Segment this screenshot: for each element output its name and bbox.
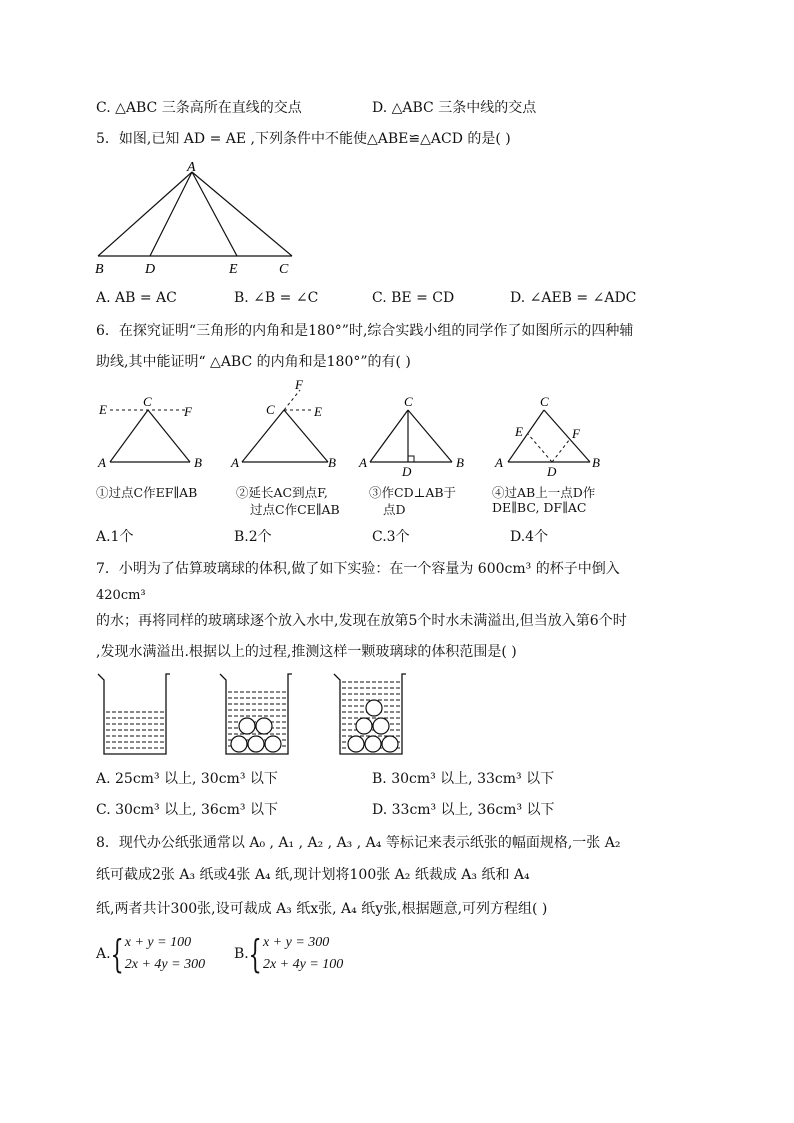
q5-triangle-figure (92, 160, 302, 278)
q8-stem-line1: 8．现代办公纸张通常以 A₀ , A₁ , A₂ , A₃ , A₄ 等标记来表示纸张的幅面规格,一张 A₂ (96, 835, 621, 851)
q6-option-d: D.4个 (510, 529, 549, 545)
q8-stem-line3: 纸,两者共计300张,设可裁成 A₃ 纸x张, A₄ 纸y张,根据题意,可列方程组( ) (96, 901, 548, 917)
q4-option-d: D. △ABC 三条中线的交点 (372, 100, 537, 116)
svg-text:E: E (314, 404, 322, 419)
q6-caption-4a: ④过AB上一点D作 (492, 485, 596, 500)
q6-figure-1 (92, 390, 212, 472)
q8-option-a-label: A. (96, 946, 111, 962)
svg-text:E: E (99, 402, 107, 417)
q6-caption-2b: 过点C作CE∥AB (250, 502, 340, 517)
svg-text:C: C (540, 394, 549, 409)
q8-option-a-eq1: x + y = 100 (124, 935, 192, 950)
q6-caption-3a: ③作CD⊥AB于 (369, 485, 457, 500)
q6-option-c: C.3个 (372, 529, 410, 545)
q5-label-b: B (95, 262, 104, 277)
q4-option-c: C. △ABC 三条高所在直线的交点 (96, 100, 302, 116)
svg-text:F: F (572, 426, 580, 441)
svg-text:C: C (404, 394, 413, 409)
q6-caption-4b: DE∥BC, DF∥AC (492, 500, 587, 515)
q6-option-b: B.2个 (234, 529, 272, 545)
q6-caption-2a: ②延长AC到点F, (236, 485, 328, 500)
q8-option-b-label: B. (234, 946, 249, 962)
q5-label-e: E (229, 262, 238, 277)
q6-figure-3 (356, 390, 476, 478)
q7-option-d: D. 33cm³ 以上, 36cm³ 以下 (372, 802, 555, 818)
q6-caption-3b: 点D (383, 502, 406, 517)
q5-label-c: C (279, 262, 289, 277)
q8-option-b (234, 932, 343, 976)
svg-text:A: A (98, 455, 106, 470)
q8-stem-line2: 纸可截成2张 A₃ 纸或4张 A₄ 纸,现计划将100张 A₂ 纸裁成 A₃ 纸和 A₄ (96, 867, 530, 883)
q8-option-a (96, 932, 205, 976)
svg-text:C: C (266, 402, 275, 417)
q7-stem-line4: ,发现水满溢出.根据以上的过程,推测这样一颗玻璃球的体积范围是( ) (96, 644, 517, 660)
svg-text:A: A (359, 455, 367, 470)
q5-option-c: C. BE = CD (372, 290, 455, 306)
q6-stem-line1: 6．在探究证明“三角形的内角和是180°”时,综合实践小组的同学作了如图所示的四种辅 (96, 323, 634, 339)
q8-option-b-eq2: 2x + 4y = 100 (262, 957, 344, 972)
svg-text:F: F (184, 404, 192, 419)
q5-option-b: B. ∠B = ∠C (234, 290, 319, 306)
beaker-3 (330, 670, 410, 758)
q6-option-a: A.1个 (96, 529, 134, 545)
beaker-2 (216, 670, 296, 758)
svg-text:E: E (515, 424, 523, 439)
q7-stem-line3: 的水；再将同样的玻璃球逐个放入水中,发现在放第5个时水未满溢出,但当放入第6个时 (96, 613, 627, 629)
q7-option-a: A. 25cm³ 以上, 30cm³ 以下 (96, 771, 278, 787)
q6-caption-1: ①过点C作EF∥AB (96, 485, 198, 500)
q7-stem-line2: 420cm³ (96, 588, 146, 603)
q6-figure-2 (228, 378, 348, 472)
svg-text:F: F (295, 378, 303, 392)
left-brace-icon: { (110, 932, 124, 976)
q6-stem-line2: 助线,其中能证明“ △ABC 的内角和是180°”的有( ) (96, 354, 411, 370)
svg-text:B: B (328, 455, 336, 470)
q7-stem-line1: 7．小明为了估算玻璃球的体积,做了如下实验：在一个容量为 600cm³ 的杯子中倒入 (96, 561, 620, 577)
q6-figure-4 (490, 390, 610, 478)
svg-text:C: C (143, 394, 152, 409)
svg-text:D: D (547, 464, 557, 478)
beaker-1 (94, 670, 174, 758)
q7-option-c: C. 30cm³ 以上, 36cm³ 以下 (96, 802, 278, 818)
q5-option-a: A. AB = AC (96, 290, 177, 306)
q5-stem: 5．如图,已知 AD = AE ,下列条件中不能使△ABE≌△ACD 的是( ) (96, 131, 511, 147)
svg-text:B: B (194, 455, 202, 470)
q5-label-d: D (145, 262, 156, 277)
svg-text:A: A (231, 455, 239, 470)
q7-option-b: B. 30cm³ 以上, 33cm³ 以下 (372, 771, 555, 787)
left-brace-icon: { (248, 932, 262, 976)
svg-text:B: B (592, 455, 600, 470)
q8-option-a-eq2: 2x + 4y = 300 (124, 957, 206, 972)
q8-option-b-eq1: x + y = 300 (262, 935, 330, 950)
q5-label-a: A (187, 160, 196, 175)
svg-text:A: A (495, 455, 503, 470)
svg-text:B: B (456, 455, 464, 470)
svg-text:D: D (402, 464, 412, 478)
q5-option-d: D. ∠AEB = ∠ADC (510, 290, 637, 306)
